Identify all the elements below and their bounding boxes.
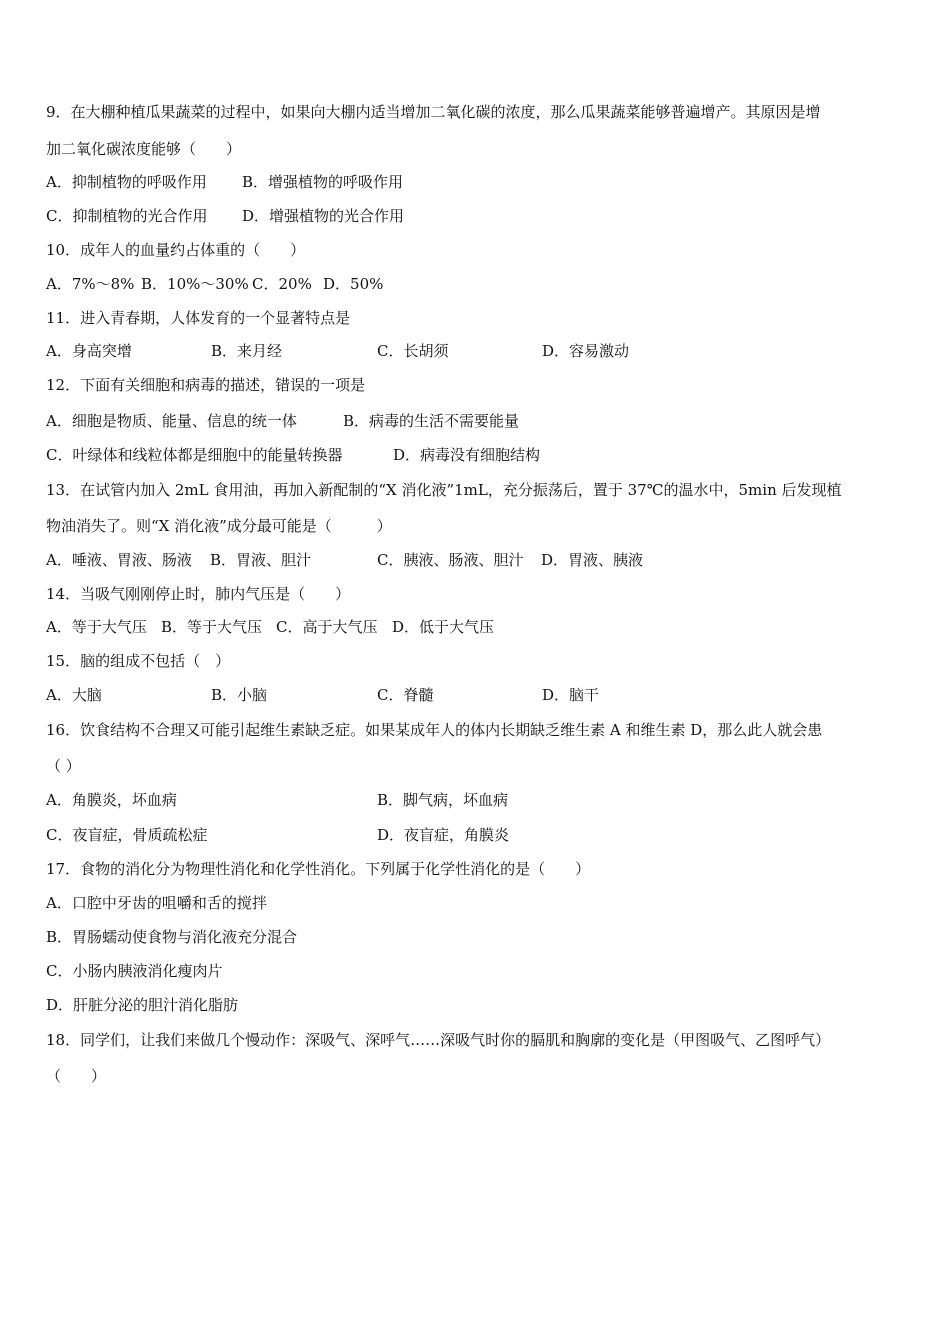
q12-option-b: B．病毒的生活不需要能量 [343, 412, 520, 430]
q12-option-c: C．叶绿体和线粒体都是细胞中的能量转换器 [46, 446, 343, 464]
q15-option-c: C．脊髓 [377, 686, 434, 704]
q16-option-b: B．脚气病，坏血病 [377, 791, 509, 809]
q9-stem-line1: 9．在大棚种植瓜果蔬菜的过程中，如果向大棚内适当增加二氧化碳的浓度，那么瓜果蔬菜能够普遍增产。其原因是增 [46, 103, 821, 121]
q13-option-a: A．唾液、胃液、肠液 [46, 551, 192, 569]
q11-option-c: C．长胡须 [377, 342, 449, 360]
q13-option-b: B．胃液、胆汁 [210, 551, 312, 569]
q13-option-d: D．胃液、胰液 [541, 551, 644, 569]
q10-option-c: C．20% [252, 275, 312, 293]
q11-option-b: B．来月经 [211, 342, 283, 360]
q15-option-b: B．小脑 [211, 686, 268, 704]
q9-stem-line2: 加二氧化碳浓度能够（ ） [46, 140, 242, 158]
q13-stem-line2: 物油消失了。则“X 消化液”成分最可能是（ ） [46, 517, 392, 535]
q14-option-a: A．等于大气压 [46, 618, 147, 636]
q12-stem: 12．下面有关细胞和病毒的描述，错误的一项是 [46, 376, 366, 394]
q18-stem-line2: （ ） [46, 1067, 107, 1085]
q16-option-d: D．夜盲症，角膜炎 [377, 826, 510, 844]
q11-stem: 11．进入青春期，人体发育的一个显著特点是 [46, 309, 351, 327]
q17-option-c: C．小肠内胰液消化瘦肉片 [46, 962, 223, 980]
q17-option-b: B．胃肠蠕动使食物与消化液充分混合 [46, 928, 298, 946]
q16-stem-line1: 16．饮食结构不合理又可能引起维生素缺乏症。如果某成年人的体内长期缺乏维生素 A 和维生素 D，那么此人就会患 [46, 721, 823, 739]
q17-stem: 17．食物的消化分为物理性消化和化学性消化。下列属于化学性消化的是（ ） [46, 860, 591, 878]
q14-option-b: B．等于大气压 [161, 618, 263, 636]
q13-stem-line1: 13．在试管内加入 2mL 食用油，再加入新配制的“X 消化液”1mL，充分振荡后，置于 37℃的温水中，5min 后发现植 [46, 481, 842, 499]
q12-option-a: A．细胞是物质、能量、信息的统一体 [46, 412, 297, 430]
q14-option-d: D．低于大气压 [392, 618, 495, 636]
q11-option-a: A．身高突增 [46, 342, 132, 360]
q14-stem: 14．当吸气刚刚停止时，肺内气压是（ ） [46, 585, 351, 603]
q12-option-d: D．病毒没有细胞结构 [393, 446, 541, 464]
q18-stem-line1: 18．同学们，让我们来做几个慢动作：深吸气、深呼气……深吸气时你的膈肌和胸廓的变化是（甲图吸气、乙图呼气） [46, 1031, 831, 1049]
q10-stem: 10．成年人的血量约占体重的（ ） [46, 241, 306, 259]
q10-option-b: B．10%～30% [141, 275, 249, 293]
q9-option-d: D．增强植物的光合作用 [242, 207, 405, 225]
q9-option-a: A．抑制植物的呼吸作用 [46, 173, 207, 191]
q16-option-a: A．角膜炎，坏血病 [46, 791, 177, 809]
q16-stem-line2: （ ） [46, 757, 81, 775]
q16-option-c: C．夜盲症，骨质疏松症 [46, 826, 208, 844]
q17-option-d: D．肝脏分泌的胆汁消化脂肪 [46, 996, 239, 1014]
q9-option-b: B．增强植物的呼吸作用 [242, 173, 404, 191]
q13-option-c: C．胰液、肠液、胆汁 [377, 551, 524, 569]
q15-stem: 15．脑的组成不包括（ ） [46, 652, 231, 670]
q10-option-d: D．50% [323, 275, 384, 293]
q10-option-a: A．7%～8% [46, 275, 135, 293]
q9-option-c: C．抑制植物的光合作用 [46, 207, 208, 225]
q14-option-c: C．高于大气压 [276, 618, 378, 636]
q15-option-a: A．大脑 [46, 686, 102, 704]
q17-option-a: A．口腔中牙齿的咀嚼和舌的搅拌 [46, 894, 267, 912]
q11-option-d: D．容易激动 [542, 342, 630, 360]
q15-option-d: D．脑干 [542, 686, 600, 704]
